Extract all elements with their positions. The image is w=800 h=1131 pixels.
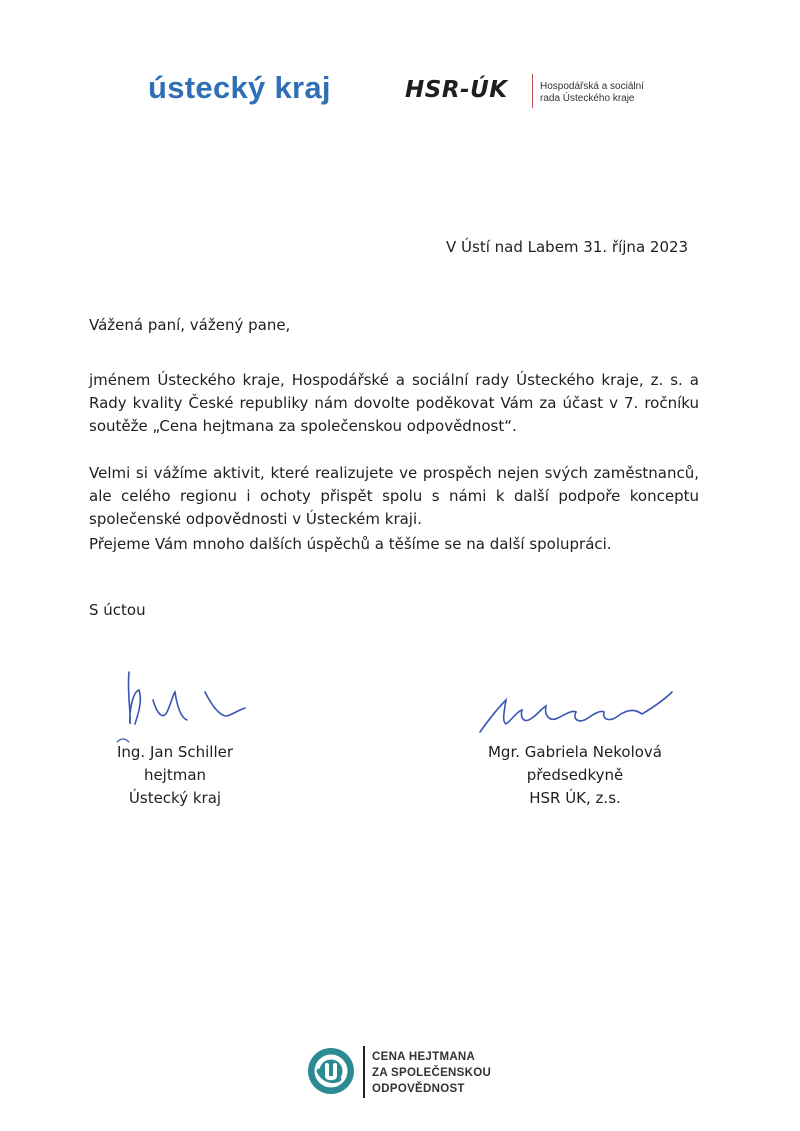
signatory-name: Ing. Jan Schiller xyxy=(116,743,234,761)
footer-award-title xyxy=(372,1049,491,1097)
letter-paragraph: Přejeme Vám mnoho dalších úspěchů a těšíme se na další spolupráci. xyxy=(89,535,612,553)
hsr-subtitle-line: Hospodářská a sociální xyxy=(540,81,644,92)
signatory-organization: HSR ÚK, z.s. xyxy=(529,789,621,807)
footer-line: ODPOVĚDNOST xyxy=(372,1083,465,1095)
hsr-subtitle-line: rada Ústeckého kraje xyxy=(540,93,635,104)
hsr-logo-divider xyxy=(532,74,533,108)
signature-left-icon xyxy=(115,662,255,747)
signatory-name: Mgr. Gabriela Nekolová xyxy=(487,743,662,761)
letter-paragraph: jménem Ústeckého kraje, Hospodářské a sociální rady Ústeckého kraje, z. s. a Rady kvality České republiky nám dovolte poděkovat Vám za účast v 7. ročníku soutěže „Cena hejtmana za společenskou odpovědnost“. xyxy=(89,371,699,435)
ustecky-kraj-logo: ústecký kraj xyxy=(148,70,331,105)
hsr-uk-logo: HSR-ÚK xyxy=(405,77,508,103)
signature-right-icon xyxy=(476,688,676,738)
signatory-left xyxy=(100,741,250,810)
letter-date: V Ústí nad Labem 31. října 2023 xyxy=(446,238,689,256)
hsr-logo-subtitle xyxy=(540,81,660,105)
signatory-right xyxy=(470,741,680,810)
footer-line: CENA HEJTMANA xyxy=(372,1051,476,1063)
letter-salutation: Vážená paní, vážený pane, xyxy=(89,316,291,334)
signatory-role: hejtman xyxy=(143,766,207,784)
letter-closing: S úctou xyxy=(89,601,146,619)
signatory-organization: Ústecký kraj xyxy=(128,789,222,807)
signatory-role: předsedkyně xyxy=(526,766,624,784)
letter-paragraph: Velmi si vážíme aktivit, které realizujete ve prospěch nejen svých zaměstnanců, ale celého regionu i ochoty přispět spolu s námi k další podpoře konceptu společenské odpovědnosti v Ústeckém kraji. xyxy=(89,464,699,528)
footer-line: ZA SPOLEČENSKOU xyxy=(372,1067,492,1079)
footer-divider xyxy=(363,1046,365,1098)
cena-hejtmana-logo-icon xyxy=(305,1045,357,1097)
